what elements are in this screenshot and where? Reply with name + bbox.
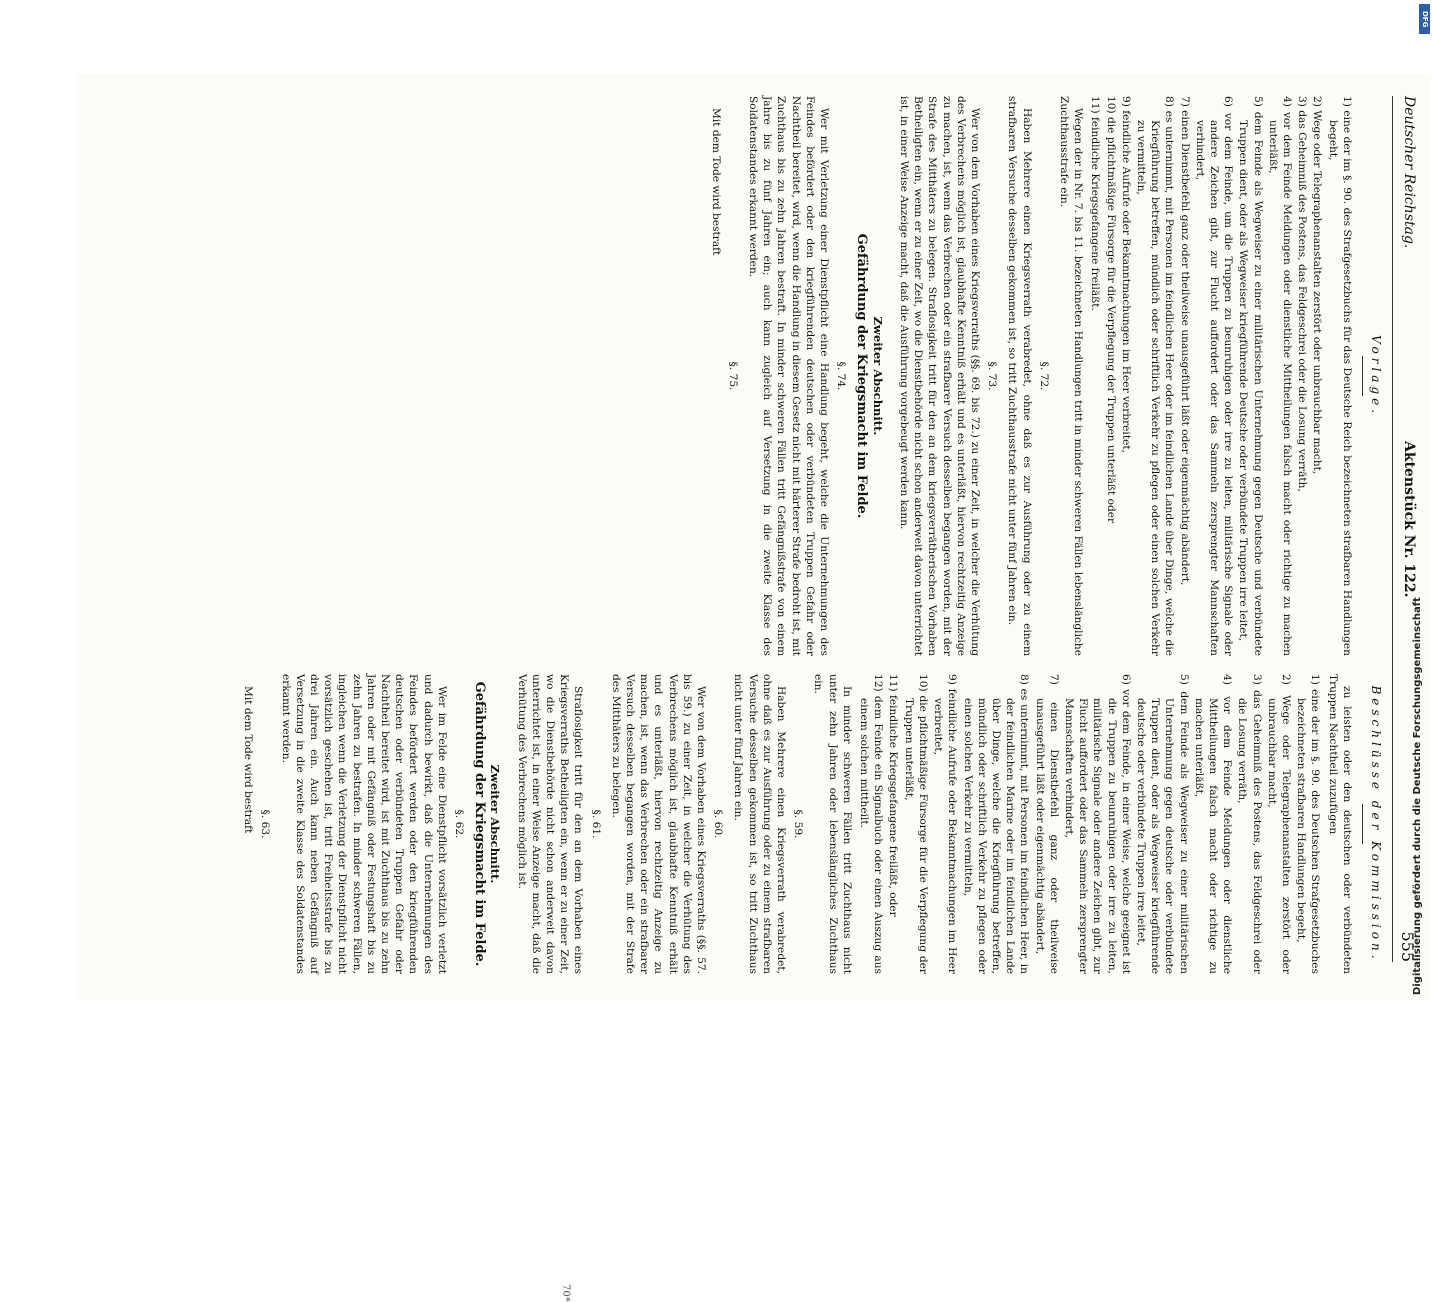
section-number: §. 59.	[792, 809, 805, 839]
list-item: 2) Wege oder Telegraphenanstalten zerstört oder unbrauchbar macht,	[1265, 674, 1292, 974]
section-number: §. 61.	[589, 809, 602, 839]
part-title: Gefährdung der Kriegsmacht im Felde.	[472, 681, 488, 967]
list-item: 10) die pflichtmäßige Fürsorge für die Verpflegung der Truppen unterläßt oder	[1104, 96, 1117, 524]
section-number: §. 60.	[712, 809, 725, 839]
item-list	[1088, 96, 1354, 656]
digitization-note-text: Digitalisierung gefördert durch die Deutsche Forschungsgemeinschaft	[1412, 597, 1423, 995]
section-text: Wer im Felde eine Dienstpflicht vorsätzlich verletzt und dadurch bewirkt, daß die Unternehmungen des Feindes befördert werden oder den kriegführenden deutschen oder verbündeten Truppen Gefahr oder Nachtheil bereitet wird, ist mit Zuchthaus bis zu zehn Jahren oder mit Gefängniß oder Festungshaft bis zu zehn Jahren zu bestrafen. In minder schweren Fällen, ingleichen wenn die Verletzung der Dienstpflicht nicht vorsätzlich geschehen ist, tritt Freiheitsstrafe bis zu drei Jahren ein. Auch kann neben Gefängniß auf Versetzung in die zweite Klasse des Soldatenstandes erkannt werden.	[279, 674, 448, 974]
section-number: §. 62.	[453, 809, 466, 839]
page-content	[76, 74, 1431, 1302]
title-rule	[1362, 804, 1363, 844]
list-item: 5) dem Feinde als Wegweiser zu einer militärischen Unternehmung gegen Deutsche und verbündete Truppen dient, oder als Wegweiser kriegführende Deutsche oder verbündete Truppen irre leitet,	[1237, 96, 1264, 656]
list-item: 11) feindliche Kriegsgefangene freiläßt, oder	[887, 674, 900, 917]
section-number: §. 63.	[259, 809, 272, 839]
paragraph: Wegen der in Nr. 7. bis 11. bezeichneten Handlungen tritt in minder schweren Fällen lebenslängliche Zuchthausstrafe ein.	[1057, 96, 1085, 656]
column-title-vorlage: Vorlage.	[1369, 334, 1383, 418]
list-item: 4) vor dem Feinde Meldungen oder dienstliche Mittheilungen falsch macht oder richtige zu machen unterläßt,	[1266, 96, 1293, 656]
column-title-kommission: Beschlüsse der Kommission.	[1369, 685, 1383, 963]
list-item: 9) feindliche Aufrufe oder Bekanntmachungen im Heer verbreitet,	[932, 674, 959, 974]
section-number: §. 72.	[1037, 361, 1050, 391]
section-number: §. 73.	[986, 361, 999, 391]
column-kommission	[238, 674, 1387, 974]
list-item: 12) dem Feinde ein Signalbuch oder einen Auszug aus einem solchen mittheilt.	[858, 674, 885, 974]
page-number: 555	[1398, 931, 1417, 962]
list-item: 6) vor dem Feinde, um die Truppen zu beunruhigen oder irre zu leiten, militärische Signale oder andere Zeichen gibt, zur Flucht auffordert oder das Sammeln zersprengter Mannschaften verhindert,	[1193, 96, 1235, 656]
section-list	[897, 96, 1051, 656]
header-document-number: Aktenstück Nr. 122.	[1401, 441, 1417, 598]
section-text: Haben Mehrere einen Kriegsverrath verabredet, ohne daß es zur Ausführung oder zu einem strafbaren Versuche desselben gekommen ist, so tritt Zuchthaus nicht unter fünf Jahren ein.	[732, 674, 788, 974]
list-item: 8) es unternimmt, mit Personen im feindlichen Heer oder im feindlichen Lande über Dinge, welche die Kriegführung betreffen, mündlich oder schriftlich Verkehr zu pflegen oder einen solchen Verkehr zu vermitteln,	[1134, 96, 1176, 656]
section-text: Straflosigkeit tritt für den an dem Vorhaben eines Kriegsverraths Betheiligten ein, wenn er zu einer Zeit, wo die Dienstbehörde nicht schon anderweit davon unterrichtet ist, in einer Weise Anzeige macht, daß die Verhütung des Verbrechens möglich ist.	[515, 674, 585, 974]
digitization-note	[1408, 0, 1432, 1000]
dfg-logo: DFG	[1419, 4, 1430, 34]
list-item: 3) das Geheimniß des Postens, das Feldgeschrei oder die Losung verräth,	[1296, 96, 1309, 492]
list-item: 8) es unternimmt, mit Personen im feindlichen Heer, in der feindlichen Marine oder im feindlichen Lande über Dinge, welche die Kriegführung betreffen, mündlich oder schriftlich Verkehr zu pflegen oder einen solchen Verkehr zu vermitteln,	[961, 674, 1031, 974]
list-item: 4) vor dem Feinde Meldungen oder dienstliche Mittheilungen falsch macht oder richtige zu machen unterläßt,	[1192, 674, 1234, 974]
section-text: Haben Mehrere einen Kriegsverrath verabredet, ohne daß es zur Ausführung oder zu einem strafbaren Versuche desselben gekommen ist, so tritt Zuchthausstrafe nicht unter fünf Jahren ein.	[1006, 96, 1033, 656]
paragraph: zu leisten oder den deutschen oder verbündeten Truppen Nachtheil zuzufügen	[1326, 674, 1353, 974]
list-item: 7) einen Dienstbefehl ganz oder theilweise unausgeführt läßt oder eigenmächtig abändert,	[1178, 96, 1191, 586]
paragraph: In minder schweren Fällen tritt Zuchthaus nicht unter zehn Jahren oder lebenslängliches Zuchthaus ein.	[812, 674, 853, 974]
signature-mark: 70*	[560, 1284, 571, 1302]
list-item: 10) die pflichtmäßige Fürsorge für die Verpflegung der Truppen unterläßt,	[902, 674, 929, 974]
list-item: 1) eine der im §. 90. des Strafgesetzbuchs für das Deutsche Reich bezeichneten strafbaren Handlungen begeht,	[1326, 96, 1353, 656]
section-list	[514, 674, 805, 974]
column-vorlage	[705, 96, 1387, 656]
section-number: §. 74.	[835, 361, 848, 391]
section-text: Mit dem Tode wird bestraft	[709, 108, 722, 256]
list-item: 5) dem Feinde als Wegweiser zu einer militärischen Unternehmung gegen deutsche oder verbündete Truppen dient, oder als Wegweiser kriegführende deutsche oder verbündete Truppen irre leitet,	[1134, 674, 1190, 974]
list-item: 3) das Geheimniß des Postens, das Feldgeschrei oder die Losung verräth,	[1236, 674, 1263, 974]
scanned-page	[76, 74, 1431, 1302]
section-text: Wer von dem Vorhaben eines Kriegsverraths (§§. 57. bis 59.) zu einer Zeit, in welcher die Verhütung des Verbrechens möglich ist, glaubhafte Kenntniß erhält und es unterläßt, hiervon rechtzeitig Anzeige zu machen, ist, wenn das Verbrechen oder ein strafbarer Versuch desselben begangen worden, mit der Strafe des Mitthäters zu belegen.	[609, 674, 708, 974]
list-item: 9) feindliche Aufrufe oder Bekanntmachungen im Heer verbreitet,	[1119, 96, 1132, 453]
list-item: 2) Wege oder Telegraphenanstalten zerstört oder unbrauchbar macht,	[1311, 96, 1324, 475]
list-item: 11) feindliche Kriegsgefangene freiläßt.	[1089, 96, 1102, 311]
section-text: Wer mit Verletzung einer Dienstpflicht eine Handlung begeht, welche die Unternehmungen des Feindes befördert oder den kriegführenden deutschen oder verbündeten Truppen Gefahr oder Nachtheil bereitet, wird, wenn die Handlung in diesem Gesetz nicht mit härterer Strafe bedroht ist, mit Zuchthaus bis zu zehn Jahren bestraft. In minder schweren Fällen tritt Gefängnißstrafe von einem Jahre bis zu fünf Jahren ein; auch kann zugleich auf Versetzung in die zweite Klasse des Soldatenstandes erkannt werden.	[747, 96, 831, 656]
list-item: 1) eine der im §. 90. des Deutschen Strafgesetzbuches bezeichneten strafbaren Handlungen begeht,	[1295, 674, 1322, 974]
section-text: Wer von dem Vorhaben eines Kriegsverraths (§§. 69. bis 72.) zu einer Zeit, in welcher die Verhütung des Verbrechens möglich ist, glaubhafte Kenntniß erhält und es unterläßt, hiervon rechtzeitig Anzeige zu machen, ist, wenn das Verbrechen oder ein strafbarer Versuch desselben begangen worden, mit der Strafe des Mitthäters zu belegen. Straflosigkeit tritt für den an dem kriegsverrätherischen Vorhaben Betheiligten ein, wenn er zu einer Zeit, wo die Dienstbehörde nicht schon anderweit davon unterrichtet ist, in einer Weise Anzeige macht, daß die Ausführung vorgebeugt werden kann.	[897, 96, 981, 656]
list-item: 7) einen Dienstbefehl ganz oder theilweise unausgeführt läßt oder eigenmächtig abändert,	[1033, 674, 1060, 974]
part-heading: Zweiter Abschnitt.	[488, 764, 503, 884]
title-rule	[1362, 356, 1363, 396]
part-title: Gefährdung der Kriegsmacht im Felde.	[854, 233, 870, 519]
section-text: Mit dem Tode wird bestraft	[242, 686, 255, 834]
section-number: §. 75.	[726, 361, 739, 391]
part-heading: Zweiter Abschnitt.	[870, 316, 885, 436]
header-publication: Deutscher Reichstag.	[1401, 96, 1417, 249]
item-list	[857, 674, 1323, 974]
list-item: 6) vor dem Feinde, in einer Weise, welche geeignet ist die Truppen zu beunruhigen oder irre zu leiten, militärische Signale oder andere Zeichen gibt, zur Flucht auffordert oder das Sammeln zersprengter Mannschaften verhindert,	[1062, 674, 1132, 974]
